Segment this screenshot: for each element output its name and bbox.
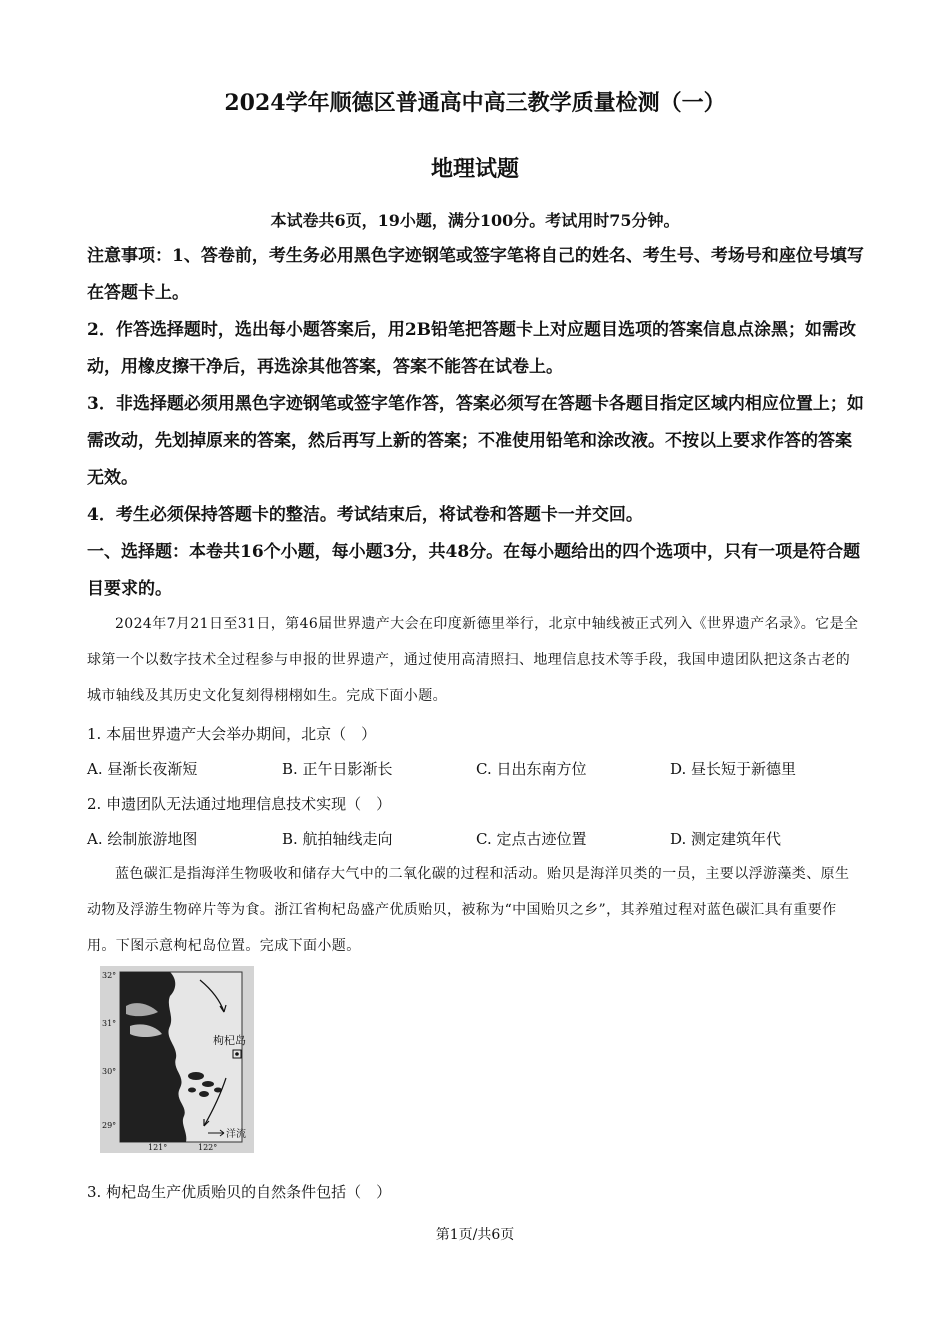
exam-meta: 本试卷共6页，19小题，满分100分。考试用时75分钟。 [270,211,680,230]
section-heading: 一、选择题：本卷共16个小题，每小题3分，共48分。在每小题给出的四个选项中，只有一项是符合题目要求的。 [87,542,861,599]
question-2-option-b: B. 航拍轴线走向 [282,830,393,848]
note-2: 2．作答选择题时，选出每小题答案后，用2B铅笔把答题卡上对应题目选项的答案信息点涂黑；如需改动，用橡皮擦干净后，再选涂其他答案，答案不能答在试卷上。 [87,320,857,377]
question-1-option-d: D. 昼长短于新德里 [670,760,797,778]
gouqi-island-map [100,966,254,1153]
question-1-option-b: B. 正午日影渐长 [282,760,393,778]
lat-label-32: 32° [102,971,117,980]
lon-label-121: 121° [148,1143,168,1152]
island [188,1072,204,1080]
exam-title: 2024学年顺德区普通高中高三教学质量检测（一） [224,90,726,116]
legend-label: 洋流 [226,1129,246,1140]
lat-label-30: 30° [102,1067,117,1076]
question-2-stem: 2. 申遗团队无法通过地理信息技术实现（ ） [87,795,392,813]
passage-world-heritage: 2024年7月21日至31日，第46届世界遗产大会在印度新德里举行，北京中轴线被正式列入《世界遗产名录》。它是全球第一个以数字技术全过程参与申报的世界遗产，通过使用高清照扫、地理信息技术等手段，我国申遗团队把这条古老的城市轴线及其历史文化复刻得栩栩如生。完成下面小题。 [87,616,859,704]
note-3: 3．非选择题必须用黑色字迹钢笔或签字笔作答，答案必须写在答题卡各题目指定区域内相应位置上；如需改动，先划掉原来的答案，然后再写上新的答案；不准使用铅笔和涂改液。不按以上要求作答的答案无效。 [87,394,864,488]
question-1-option-c: C. 日出东南方位 [476,760,587,778]
page-footer: 第1页/共6页 [435,1227,515,1243]
question-1-stem: 1. 本届世界遗产大会举办期间，北京（ ） [87,725,377,743]
question-2-option-d: D. 测定建筑年代 [670,830,782,848]
question-1-option-a: A. 昼渐长夜渐短 [87,760,198,778]
question-3-stem: 3. 枸杞岛生产优质贻贝的自然条件包括（ ） [87,1183,392,1201]
island [188,1088,196,1093]
island [199,1091,209,1097]
gouqi-island-label: 枸杞岛 [213,1034,246,1047]
island [202,1081,214,1087]
lat-label-29: 29° [102,1121,117,1130]
passage-blue-carbon: 蓝色碳汇是指海洋生物吸收和储存大气中的二氧化碳的过程和活动。贻贝是海洋贝类的一员，主要以浮游藻类、原生动物及浮游生物碎片等为食。浙江省枸杞岛盛产优质贻贝，被称为“中国贻贝之乡”，其养殖过程对蓝色碳汇具有重要作用。下图示意枸杞岛位置。完成下面小题。 [87,866,850,954]
exam-subtitle: 地理试题 [430,156,519,182]
exam-notes [87,238,867,534]
note-4: 4．考生必须保持答题卡的整洁。考试结束后，将试卷和答题卡一并交回。 [87,505,643,525]
question-2-option-a: A. 绘制旅游地图 [87,830,198,848]
note-1: 注意事项：1、答卷前，考生务必用黑色字迹钢笔或签字笔将自己的姓名、考生号、考场号和座位号填写在答题卡上。 [87,246,864,303]
lon-label-122: 122° [198,1143,218,1152]
lat-label-31: 31° [102,1019,117,1028]
gouqi-island-dot [235,1052,239,1056]
question-2-option-c: C. 定点古迹位置 [476,830,587,848]
